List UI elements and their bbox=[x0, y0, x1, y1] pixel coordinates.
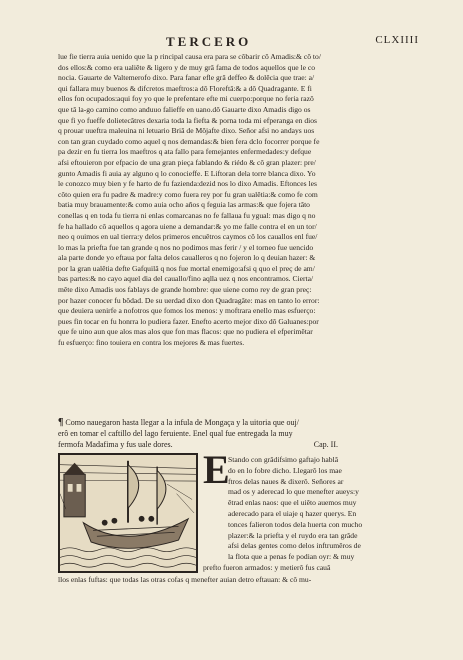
text-line: neo q ouimos en ual tierra:y delos primeros encuêtros caymos cô los cauallos enl fue/ bbox=[58, 232, 318, 242]
text-line: bas partes:& no cayo aquel dia del cauallo/fino aqlla uez q nos encontramos. Cierta/ bbox=[58, 274, 314, 284]
chapter-wide-text bbox=[203, 563, 399, 574]
text-line: fu esfuerço: fino touiera en contra los mejores & mas fuertes. bbox=[58, 338, 245, 348]
page-header bbox=[58, 34, 419, 50]
text-line: plazer:& la priefta y el ruydo era tan grâde bbox=[228, 530, 358, 540]
chapter-heading-line: ¶ Como nauegaron hasta llegar a la infula de Mongaça y la uitoria que ouj/ bbox=[58, 417, 299, 428]
text-line: qui fallara muy buenos & difcretos maeftros:a dô Floreftâ:& a dô Quadragante. E fi bbox=[58, 83, 312, 93]
text-line: côto quien era fu padre & madre:y como fuera rey por fu gran ualêtia:& como fe com bbox=[58, 189, 318, 199]
text-line: que fe uino aun que alos mas alos que fon mas flacos: que no pudiera el efperimêtar bbox=[58, 327, 313, 337]
text-line: que fi yo fueffe dolietecâtres dexaria toda la fiefta & porna toda mi efperanga en dios bbox=[58, 115, 317, 125]
text-line: êtrad enlas naos: que el uiêto auemos muy bbox=[228, 498, 357, 508]
text-line: batia muy brauamente:& como auia ocho años q feguia las armas:& que fojera tâto bbox=[58, 200, 310, 210]
text-line: llos enlas fuftas: que todas las otras cofas q menefter auian detro eftauan: & cô mu- bbox=[58, 575, 312, 584]
text-line: gunto Amadis fi auia ay alguno q lo conocieffe. E Liftoran dela torre blanca dixo. Yo bbox=[58, 168, 316, 178]
text-line: q prouar uueftra maleuina ni letuario Briâ de Môjafte dixo. Señor afsi no andays uos bbox=[58, 126, 315, 136]
text-line: ellos fon ocupados:aqui foy yo que le prefentare efte mi cuerpo:porque no feria razô bbox=[58, 94, 314, 104]
text-line: con tan gran cuydado como aquel q nos demandas:& bien fera dclo focorrer porque fe bbox=[58, 136, 320, 146]
text-line: prefto fueron armados: y metierô fus cauâ bbox=[203, 563, 331, 572]
text-line: ftros delas naues & dixerô. Señores ar bbox=[228, 476, 344, 486]
text-line: por hazer conocer fu bôdad. De su uerdad dixo don Quadragâte: mas en tanto lo error: bbox=[58, 295, 320, 305]
chapter-side-text bbox=[228, 455, 396, 563]
chapter-tail-text bbox=[58, 575, 403, 586]
text-line: dos ellos:& como era ualiête & ligero y de muy grâ fama de todos aquellos que le co bbox=[58, 62, 316, 72]
text-line: mad os y aderecad lo que menefter aueys:y bbox=[228, 487, 359, 497]
chapter-heading-line: erô en tomar el caftillo del lago feruiente. Enel qual fue entregada la muy bbox=[58, 429, 293, 438]
text-line: Stando con grâdifsimo gaftajo hablâ bbox=[228, 455, 339, 464]
folio-number: CLXIIII bbox=[375, 34, 419, 46]
text-line: lue fie tierra auia uenido que la p rincipal causa era para se côbarir cô Amadis:& cô to/ bbox=[58, 52, 321, 61]
text-line: le conozco muy bien y fe harto de fu fazienda:dezid nos lo dixo Amadis. Eftonces les bbox=[58, 179, 317, 189]
text-line: la flota que a penas fe podian oyr: & muy bbox=[228, 552, 355, 562]
text-line: que tâ la-go camino como anduuo falieffe en uano.dô Gauarte dixo Amadis digo os bbox=[58, 104, 311, 114]
text-line: conellas q en toda fu tierra ni enlas comarcanas no fe fallaua fu ygual: mas digo q no bbox=[58, 210, 316, 220]
ship-woodcut-image bbox=[60, 455, 196, 571]
text-line: que deuiera uenirfe a nofotros que fomos los menos: y moftrara enello mas esfuerço: bbox=[58, 306, 316, 316]
drop-capital: E bbox=[203, 447, 230, 492]
chapter-heading-line: fermofa Madafima y fus uale dores. Cap. II. bbox=[58, 440, 338, 449]
text-line: tonces falieron todos dela huerta con mucho bbox=[228, 519, 363, 529]
text-line: pues fin tocar en fu honrra lo pudiera fazer. Enefto acerto mejor dixo dô Galuanes:por bbox=[58, 316, 319, 326]
text-line: fe ha hallado cô aquellos q agora uiene a demandar:& yo me falle contra el en un tor/ bbox=[58, 221, 317, 231]
text-line: afsi delas gentes como delos inftrumêros de bbox=[228, 541, 361, 551]
text-line: mête dixo Amadis uos fablays de grande hombre: que uiene como rey de gran preç: bbox=[58, 285, 312, 295]
chapter-heading bbox=[58, 417, 388, 450]
text-line: do en lo fobre dicho. Llegarô los mae bbox=[228, 465, 342, 475]
text-line: afsi eftouieron por efpacio de una gran pieça fablando & riédo & cô gran plazer: pre/ bbox=[58, 157, 316, 167]
pilcrow-mark: ¶ bbox=[58, 417, 64, 428]
text-line: pa dezir en fu tierra los maeftros q ata fallo para femejantes enfermedades:y defque bbox=[58, 147, 312, 157]
text-line: por la gran ualêtia defte Gafquilâ q nos fue mortal enemigo:afsi q quo el preç de am/ bbox=[58, 263, 315, 273]
chapter-number: Cap. II. bbox=[313, 440, 338, 449]
text-line: aderecado para el uiaje q hazer querys. En bbox=[228, 508, 357, 518]
text-line: ala parte donde yo eftaua por falta delos caualleros q no fojeron lo q deuian hazer: & bbox=[58, 253, 316, 263]
running-title: TERCERO bbox=[166, 34, 252, 49]
main-text-block bbox=[58, 52, 388, 349]
text-line: nocia. Gauarte de Valtemerofo dixo. Para fanar efle grâ deffeo & dolêcia que trae: a/ bbox=[58, 73, 315, 83]
woodcut-ship-illustration bbox=[58, 453, 198, 573]
text-line: lo mas la priefta fue tan grande q nos no podimos mas ferir / y el torneo fue uencido bbox=[58, 242, 314, 252]
